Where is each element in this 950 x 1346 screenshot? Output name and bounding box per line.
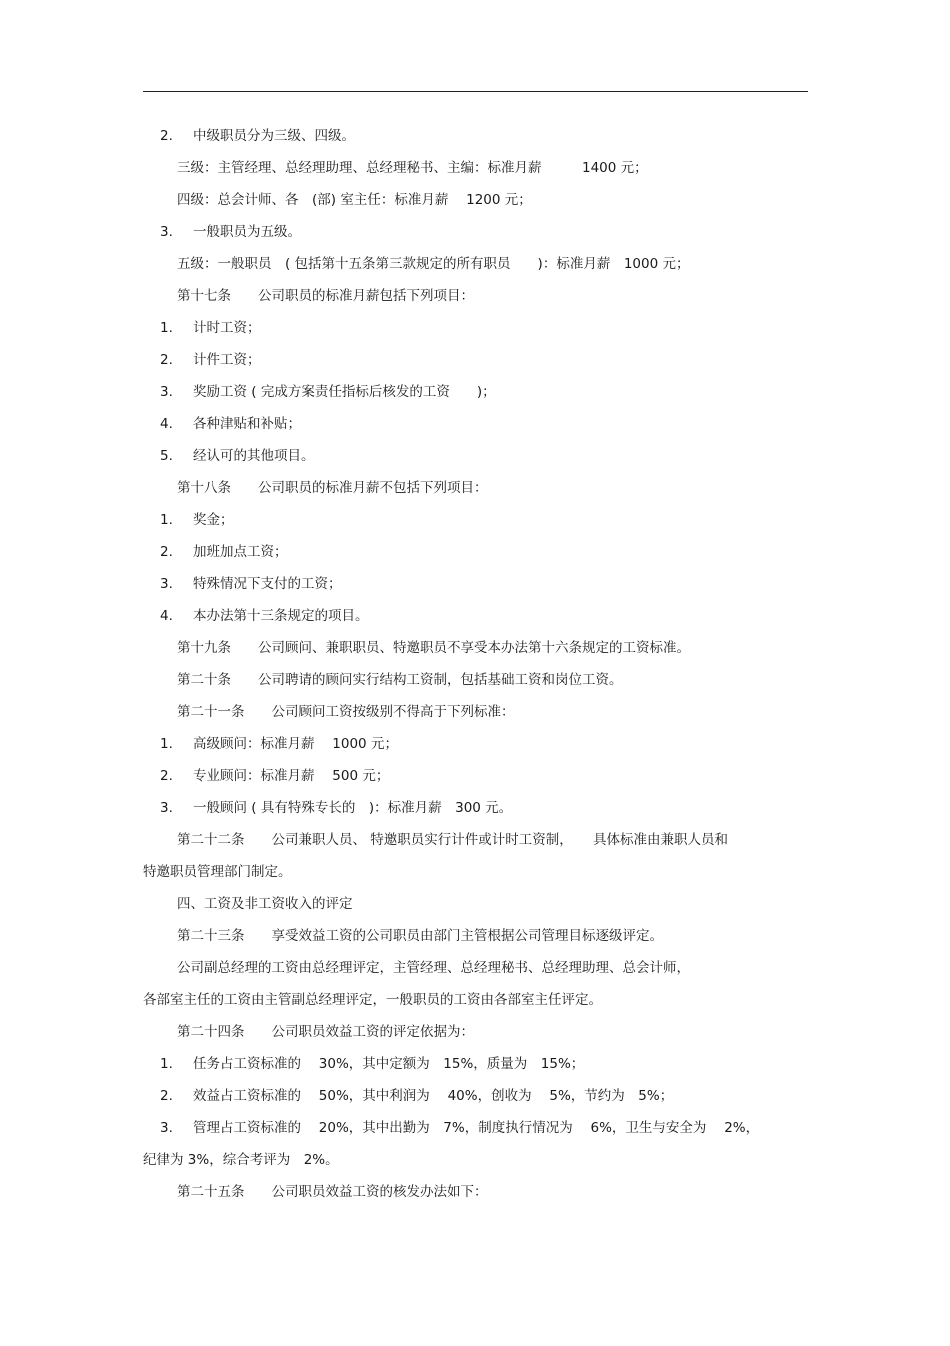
paragraph-line xyxy=(0,1144,950,1176)
paragraph-line xyxy=(0,984,950,1016)
list-item-number: 2. xyxy=(160,1088,173,1104)
list-item xyxy=(0,1112,950,1144)
line-text: 奖金； xyxy=(193,512,234,528)
paragraph-line xyxy=(0,1176,950,1208)
line-text: 加班加点工资； xyxy=(193,544,288,560)
list-item-number: 3. xyxy=(160,224,173,240)
list-item-number: 2. xyxy=(160,768,173,784)
list-item-number: 5. xyxy=(160,448,173,464)
line-text: 经认可的其他项目。 xyxy=(193,448,315,464)
line-text: 三级：主管经理、总经理助理、总经理秘书、主编：标准月薪 1400 元； xyxy=(177,160,648,176)
list-item xyxy=(0,728,950,760)
list-item xyxy=(0,344,950,376)
list-item xyxy=(0,440,950,472)
line-text: 第十七条 公司职员的标准月薪包括下列项目： xyxy=(177,288,474,304)
list-item-number: 3. xyxy=(160,576,173,592)
line-text: 中级职员分为三级、四级。 xyxy=(193,128,355,144)
header-rule xyxy=(143,91,808,92)
list-item xyxy=(0,120,950,152)
line-text: 一般顾问 ( 具有特殊专长的 )：标准月薪 300 元。 xyxy=(193,800,513,816)
list-item xyxy=(0,216,950,248)
line-text: 高级顾问：标准月薪 1000 元； xyxy=(193,736,398,752)
line-text: 四、工资及非工资收入的评定 xyxy=(177,896,353,912)
paragraph-line xyxy=(0,1016,950,1048)
paragraph-line xyxy=(0,280,950,312)
list-item-number: 1. xyxy=(160,320,173,336)
document-body xyxy=(0,120,950,1208)
list-item xyxy=(0,536,950,568)
line-text: 计件工资； xyxy=(193,352,261,368)
list-item xyxy=(0,376,950,408)
line-text: 第二十五条 公司职员效益工资的核发办法如下： xyxy=(177,1184,488,1200)
line-text: 一般职员为五级。 xyxy=(193,224,301,240)
list-item-number: 4. xyxy=(160,416,173,432)
line-text: 任务占工资标准的 30%，其中定额为 15%，质量为 15%； xyxy=(193,1056,585,1072)
paragraph-line xyxy=(0,856,950,888)
paragraph-line xyxy=(0,888,950,920)
list-item-number: 3. xyxy=(160,1120,173,1136)
list-item xyxy=(0,792,950,824)
line-text: 第二十一条 公司顾问工资按级别不得高于下列标准： xyxy=(177,704,515,720)
line-text: 各部室主任的工资由主管副总经理评定，一般职员的工资由各部室主任评定。 xyxy=(143,992,602,1008)
line-text: 特邀职员管理部门制定。 xyxy=(143,864,292,880)
line-text: 第二十三条 享受效益工资的公司职员由部门主管根据公司管理目标逐级评定。 xyxy=(177,928,663,944)
paragraph-line xyxy=(0,920,950,952)
line-text: 五级：一般职员 ( 包括第十五条第三款规定的所有职员 )：标准月薪 1000 元； xyxy=(177,256,690,272)
line-text: 第十九条 公司顾问、兼职职员、特邀职员不享受本办法第十六条规定的工资标准。 xyxy=(177,640,690,656)
list-item-number: 4. xyxy=(160,608,173,624)
list-item-number: 3. xyxy=(160,800,173,816)
line-text: 各种津贴和补贴； xyxy=(193,416,301,432)
line-text: 奖励工资 ( 完成方案责任指标后核发的工资 )； xyxy=(193,384,496,400)
list-item xyxy=(0,1080,950,1112)
paragraph-line xyxy=(0,248,950,280)
list-item xyxy=(0,312,950,344)
list-item xyxy=(0,1048,950,1080)
list-item xyxy=(0,760,950,792)
paragraph-line xyxy=(0,472,950,504)
line-text: 管理占工资标准的 20%，其中出勤为 7%，制度执行情况为 6%，卫生与安全为 2%， xyxy=(193,1120,760,1136)
line-text: 专业顾问：标准月薪 500 元； xyxy=(193,768,390,784)
list-item-number: 2. xyxy=(160,352,173,368)
line-text: 特殊情况下支付的工资； xyxy=(193,576,342,592)
paragraph-line xyxy=(0,184,950,216)
list-item-number: 3. xyxy=(160,384,173,400)
line-text: 计时工资； xyxy=(193,320,261,336)
paragraph-line xyxy=(0,152,950,184)
list-item-number: 1. xyxy=(160,512,173,528)
list-item-number: 2. xyxy=(160,544,173,560)
list-item xyxy=(0,568,950,600)
line-text: 纪律为 3%，综合考评为 2%。 xyxy=(143,1152,339,1168)
list-item-number: 1. xyxy=(160,1056,173,1072)
paragraph-line xyxy=(0,696,950,728)
paragraph-line xyxy=(0,632,950,664)
paragraph-line xyxy=(0,952,950,984)
list-item xyxy=(0,408,950,440)
line-text: 本办法第十三条规定的项目。 xyxy=(193,608,369,624)
paragraph-line xyxy=(0,824,950,856)
list-item-number: 2. xyxy=(160,128,173,144)
line-text: 四级：总会计师、各 (部) 室主任：标准月薪 1200 元； xyxy=(177,192,532,208)
line-text: 效益占工资标准的 50%，其中利润为 40%，创收为 5%，节约为 5%； xyxy=(193,1088,674,1104)
paragraph-line xyxy=(0,664,950,696)
list-item xyxy=(0,504,950,536)
line-text: 第二十条 公司聘请的顾问实行结构工资制，包括基础工资和岗位工资。 xyxy=(177,672,623,688)
line-text: 公司副总经理的工资由总经理评定，主管经理、总经理秘书、总经理助理、总会计师， xyxy=(177,960,690,976)
list-item xyxy=(0,600,950,632)
line-text: 第十八条 公司职员的标准月薪不包括下列项目： xyxy=(177,480,488,496)
line-text: 第二十二条 公司兼职人员、 特邀职员实行计件或计时工资制， 具体标准由兼职人员和 xyxy=(177,832,729,848)
list-item-number: 1. xyxy=(160,736,173,752)
line-text: 第二十四条 公司职员效益工资的评定依据为： xyxy=(177,1024,474,1040)
